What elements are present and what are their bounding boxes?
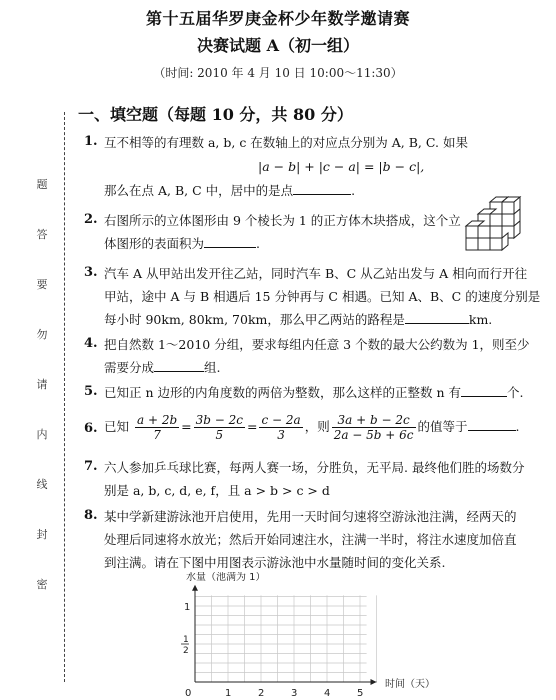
exam-title: 第十五届华罗庚金杯少年数学邀请赛 [145,9,410,28]
y-tick-label: 1 [183,635,189,645]
question-text: 体图形的表面积为 . [104,233,260,255]
margin-char: 密 [36,578,48,591]
question-number: 6. [84,421,98,436]
chart-axes [192,585,377,685]
question-text: 到注满。请在下图中用图表示游泳池中水量随时间的变化关系. [104,555,446,570]
answer-blank[interactable] [293,180,351,195]
question-text: 已知正 n 边形的内角度数的两倍为整数，那么这样的正整数 n 有 个. [104,382,523,404]
margin-char: 请 [36,378,48,391]
margin-char: 答 [36,228,48,241]
question-number: 2. [84,212,98,227]
answer-blank[interactable] [461,382,507,397]
margin-char: 题 [36,178,48,191]
binding-line [64,112,65,682]
y-axis-arrow [192,585,198,591]
x-tick-label: 5 [357,688,364,699]
question-text: 处理后同速将水放光；然后开始同速注水，注满一半时，将注水速度加倍直 [104,532,517,547]
x-tick-label: 3 [291,688,298,699]
question-number: 4. [84,336,98,351]
answer-blank[interactable] [468,416,516,431]
chart-y-ticks [181,602,190,656]
water-volume-chart [160,572,460,700]
question-number: 3. [84,265,98,280]
question-text: 甲站，途中 A 与 B 相遇后 15 分钟再与 C 相遇。已知 A、B、C 的速度分别是 [104,289,541,304]
x-tick-label: 1 [225,688,232,699]
y-tick-label: 1 [184,602,191,613]
x-tick-label: 2 [258,688,265,699]
margin-char: 封 [36,528,48,541]
x-tick-label: 4 [324,688,331,699]
question-formula: |a − b| + |c − a| = |b − c|, [258,159,425,174]
margin-char: 勿 [36,328,48,341]
chart-x-ticks [185,688,363,699]
cube-stack-figure [462,196,536,262]
question-text: 六人参加乒乓球比赛，每两人赛一场，分胜负，无平局. 最终他们胜的场数分 [104,460,525,475]
exam-subtitle: 决赛试题 A（初一组） [197,36,359,55]
question-text: 某中学新建游泳池开启使用，先用一天时间匀速将空游泳池注满，经两天的 [104,509,517,524]
margin-char: 线 [36,478,48,491]
fraction-3: $\frac{c - 2a}{3}$ [261,413,301,442]
question-text: 那么在点 A, B, C 中，居中的是点 . [104,180,355,202]
question-text: 互不相等的有理数 a, b, c 在数轴上的对应点分别为 A, B, C. 如果 [104,135,468,150]
x-tick-label: 0 [185,688,192,699]
answer-blank[interactable] [405,309,469,324]
fraction-1: $\frac{a + 2b}{7}$ [137,413,178,442]
fraction-4: $\frac{3a + b - 2c}{2a - 5b + 6c}$ [333,413,414,442]
chart-grid [195,595,377,682]
question-number: 1. [84,134,98,149]
fraction-2: $\frac{3b - 2c}{5}$ [195,413,243,442]
question-text: 汽车 A 从甲站出发开往乙站，同时汽车 B、C 从乙站出发与 A 相向而行开往 [104,266,528,281]
x-axis-arrow [371,679,377,685]
margin-char: 要 [36,278,48,291]
exam-time: （时间: 2010 年 4 月 10 日 10:00～11:30） [153,66,403,80]
question-text: 需要分成 组. [104,357,221,379]
question-text: 每小时 90km, 80km, 70km，那么甲乙两站的路程是 km. [104,309,492,331]
answer-blank[interactable] [204,233,256,248]
section-title: 一、填空题（每题 10 分，共 80 分） [78,105,353,124]
question-text: 别是 a, b, c, d, e, f，且 a > b > c > d [104,483,330,498]
question-text: 把自然数 1～2010 分组，要求每组内任意 3 个数的最大公约数为 1，则至少 [104,337,530,352]
chart-ylabel: 水量（池满为 1） [186,572,266,583]
chart-xlabel: 时间（天） [385,679,435,690]
margin-char: 内 [36,428,48,441]
question-text: 右图所示的立体图形由 9 个棱长为 1 的正方体木块搭成，这个立 [104,213,461,228]
answer-blank[interactable] [154,357,204,372]
question-text: 已知 $\frac{a + 2b}{7}$ = $\frac{3b - 2c}{5}$ = $\frac{c - 2a}{3}$ ，则 $\frac{3a + b - 2c}{2a - 5b + 6c}$ 的值等于 . [104,413,520,442]
y-tick-label: 2 [183,646,189,656]
question-number: 8. [84,508,98,523]
question-number: 7. [84,459,98,474]
question-number: 5. [84,384,98,399]
